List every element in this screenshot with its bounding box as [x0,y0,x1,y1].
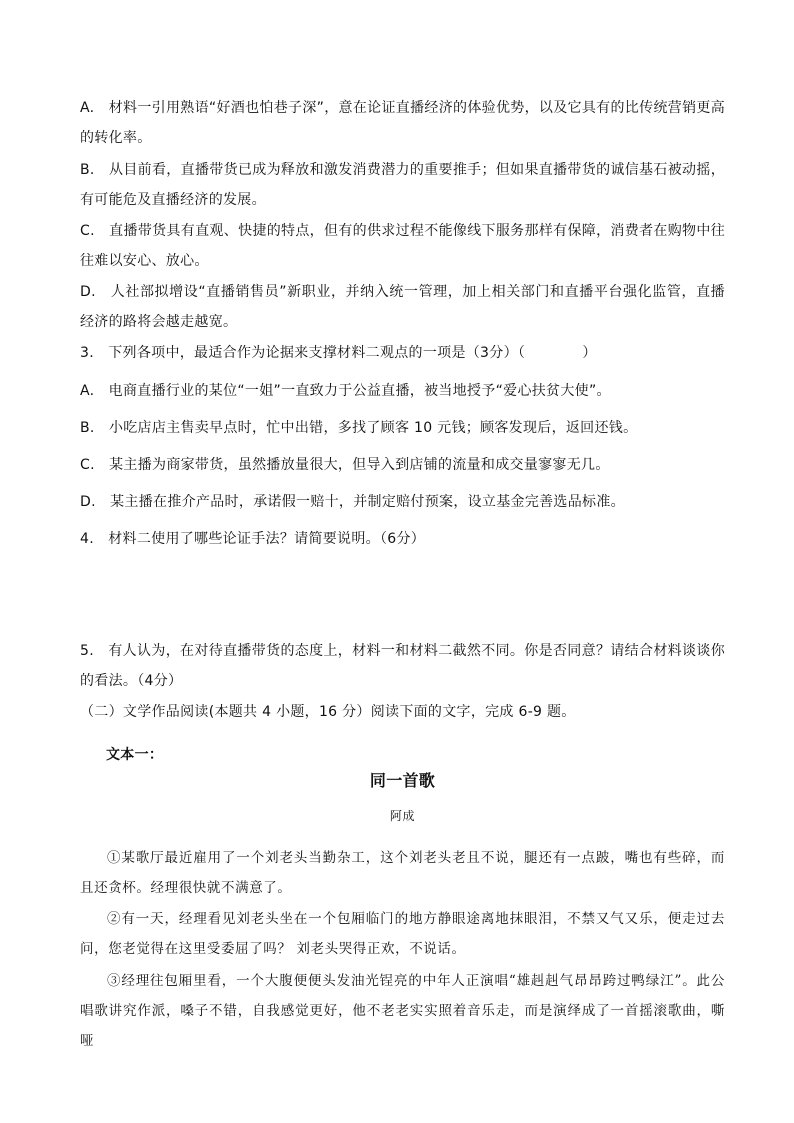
q3-option-b: B. 小吃店店主售卖早点时，忙中出错，多找了顾客 10 元钱；顾客发现后，返回还钱。 [80,420,638,436]
question-3: 3. 下列各项中，最适合作为论据来支撑材料二观点的一项是（3分）（ ） [80,345,597,361]
q3-option-c: C. 某主播为商家带货，虽然播放量很大，但导入到店铺的流量和成交量寥寥无几。 [80,457,610,473]
article-paragraph-3: ③经理往包厢里看，一个大腹便便头发油光锃亮的中年人正演唱“雄赳赳气昂昂跨过鸭绿江”。此公唱歌讲究作派，嗓子不错，自我感觉更好，他不老老实实照着音乐走，而是演绎成了一首摇滚歌曲，嘶哑 [80,973,725,1049]
text-label: 文本一： [106,747,164,763]
q3-option-a: A. 电商直播行业的某位“一姐”一直致力于公益直播，被当地授予“爱心扶贫大使”。 [80,383,611,399]
section-heading: （二）文学作品阅读(本题共 4 小题，16 分）阅读下面的文字，完成 6-9 题。 [80,704,576,720]
option-b: B. 从目前看，直播带货已成为释放和激发消费潜力的重要推手；但如果直播带货的诚信基石被动摇，有可能危及直播经济的发展。 [80,162,725,208]
option-c: C. 直播带货具有直观、快捷的特点，但有的供求过程不能像线下服务那样有保障，消费者在购物中往往难以安心、放心。 [80,223,725,269]
article-paragraph-2: ②有一天，经理看见刘老头坐在一个包厢临门的地方静眼途离地抹眼泪，不禁又气又乐，便走过去问，您老觉得在这里受委屈了吗？ 刘老头哭得正欢，不说话。 [80,911,725,957]
question-5: 5. 有人认为，在对待直播带货的态度上，材料一和材料二截然不同。你是否同意？请结合材料谈谈你的看法。（4分） [80,643,725,689]
question-4: 4. 材料二使用了哪些论证手法？请简要说明。（6分） [80,531,426,547]
article-title: 同一首歌 [369,771,436,790]
article-paragraph-1: ①某歌厅最近雇用了一个刘老头当勤杂工，这个刘老头老且不说，腿还有一点跛，嘴也有些碎，而且还贪杯。经理很快就不满意了。 [80,850,725,896]
option-d: D. 人社部拟增设“直播销售员”新职业，并纳入统一管理，加上相关部门和直播平台强化监管，直播经济的路将会越走越宽。 [80,284,725,330]
article-author: 阿成 [389,809,416,823]
option-a: A. 材料一引用熟语“好酒也怕巷子深”，意在论证直播经济的体验优势，以及它具有的比传统营销更高的转化率。 [80,100,725,146]
q3-option-d: D. 某主播在推介产品时，承诺假一赔十，并制定赔付预案，设立基金完善选品标准。 [80,494,625,510]
